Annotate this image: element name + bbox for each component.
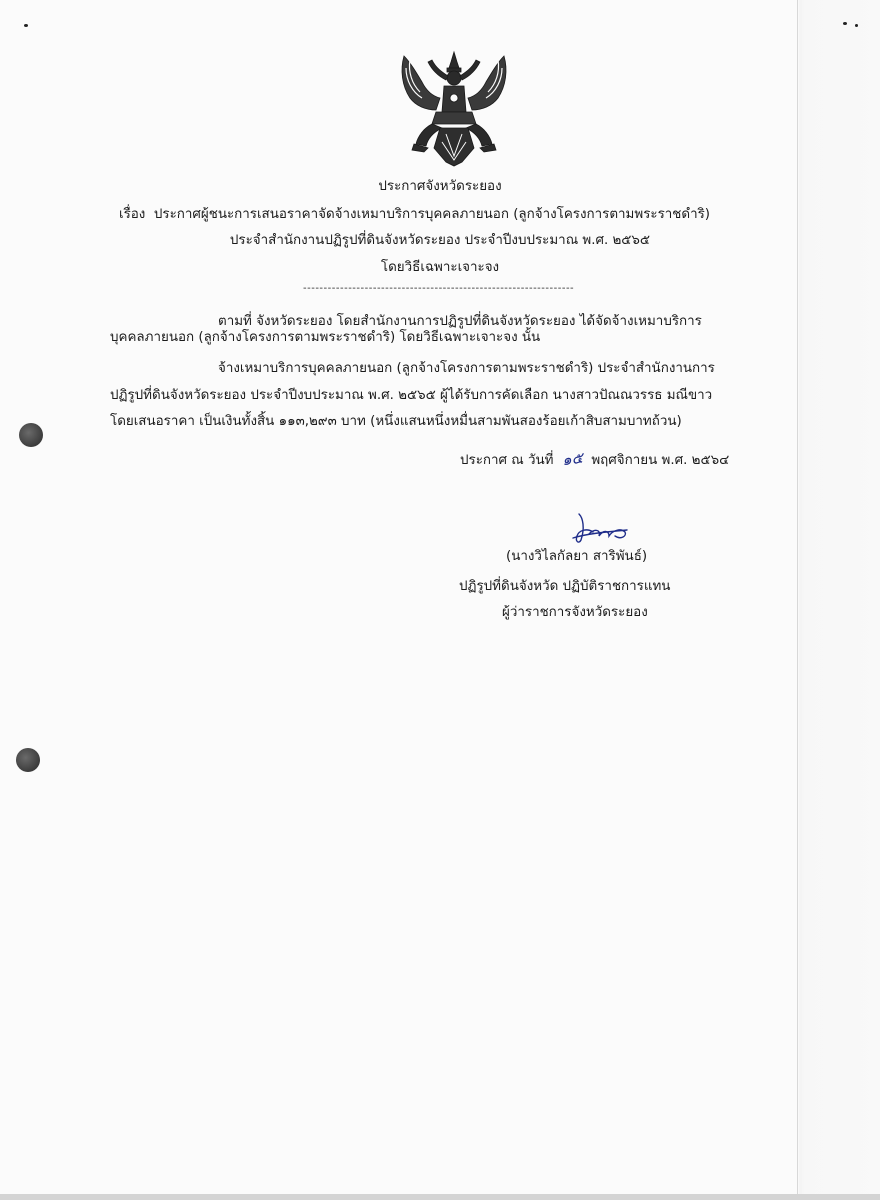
- garuda-emblem-icon: [396, 50, 512, 168]
- signatory-position: ปฏิรูปที่ดินจังหวัด ปฏิบัติราชการแทน: [459, 579, 671, 594]
- punch-hole: [19, 423, 43, 447]
- date-prefix: ประกาศ ณ วันที่: [460, 453, 554, 468]
- date-day-handwritten: ๑๕: [560, 448, 584, 470]
- paragraph-2-line-3: โดยเสนอราคา เป็นเงินทั้งสิ้น ๑๑๓,๒๙๓ บาท (หนึ่งแสนหนึ่งหมื่นสามพันสองร้อยเก้าสิบสามบาทถ้วน): [110, 414, 682, 429]
- paragraph-1-line-1: ตามที่ จังหวัดระยอง โดยสำนักงานการปฏิรูปที่ดินจังหวัดระยอง ได้จัดจ้างเหมาบริการ: [218, 314, 702, 329]
- subject-line-2: ประจำสำนักงานปฏิรูปที่ดินจังหวัดระยอง ประจำปีงบประมาณ พ.ศ. ๒๕๖๕: [229, 233, 651, 248]
- subject-label: เรื่อง: [119, 207, 146, 222]
- scan-speck: [843, 22, 847, 25]
- signatory-name: (นางวิไลกัลยา สาริพันธ์): [506, 549, 648, 564]
- paragraph-2-line-2: ปฏิรูปที่ดินจังหวัดระยอง ประจำปีงบประมาณ พ.ศ. ๒๕๖๕ ผู้ได้รับการคัดเลือก นางสาวปัณณวรรธ มณีขาว: [110, 388, 713, 403]
- paragraph-1-line-2: บุคคลภายนอก (ลูกจ้างโครงการตามพระราชดำริ) โดยวิธีเฉพาะเจาะจง นั้น: [110, 330, 541, 345]
- handwritten-signature-icon: [565, 508, 635, 548]
- paragraph-2-line-1: จ้างเหมาบริการบุคคลภายนอก (ลูกจ้างโครงการตามพระราชดำริ) ประจำสำนักงานการ: [218, 361, 715, 376]
- signatory-authority: ผู้ว่าราชการจังหวัดระยอง: [502, 605, 648, 620]
- subject-text: ประกาศผู้ชนะการเสนอราคาจัดจ้างเหมาบริการบุคคลภายนอก (ลูกจ้างโครงการตามพระราชดำริ): [153, 207, 711, 222]
- subject-line: [119, 206, 710, 224]
- scan-speck: [24, 24, 28, 27]
- announcement-title: ประกาศจังหวัดระยอง: [378, 179, 502, 194]
- header-divider: ------------------------------------------------------------------: [303, 283, 575, 294]
- scan-bottom-edge: [0, 1194, 880, 1200]
- scan-speck: [855, 24, 858, 27]
- date-suffix: พฤศจิกายน พ.ศ. ๒๕๖๔: [591, 453, 730, 468]
- announcement-date: [460, 450, 729, 470]
- procurement-method: โดยวิธีเฉพาะเจาะจง: [380, 260, 500, 275]
- punch-hole: [16, 748, 40, 772]
